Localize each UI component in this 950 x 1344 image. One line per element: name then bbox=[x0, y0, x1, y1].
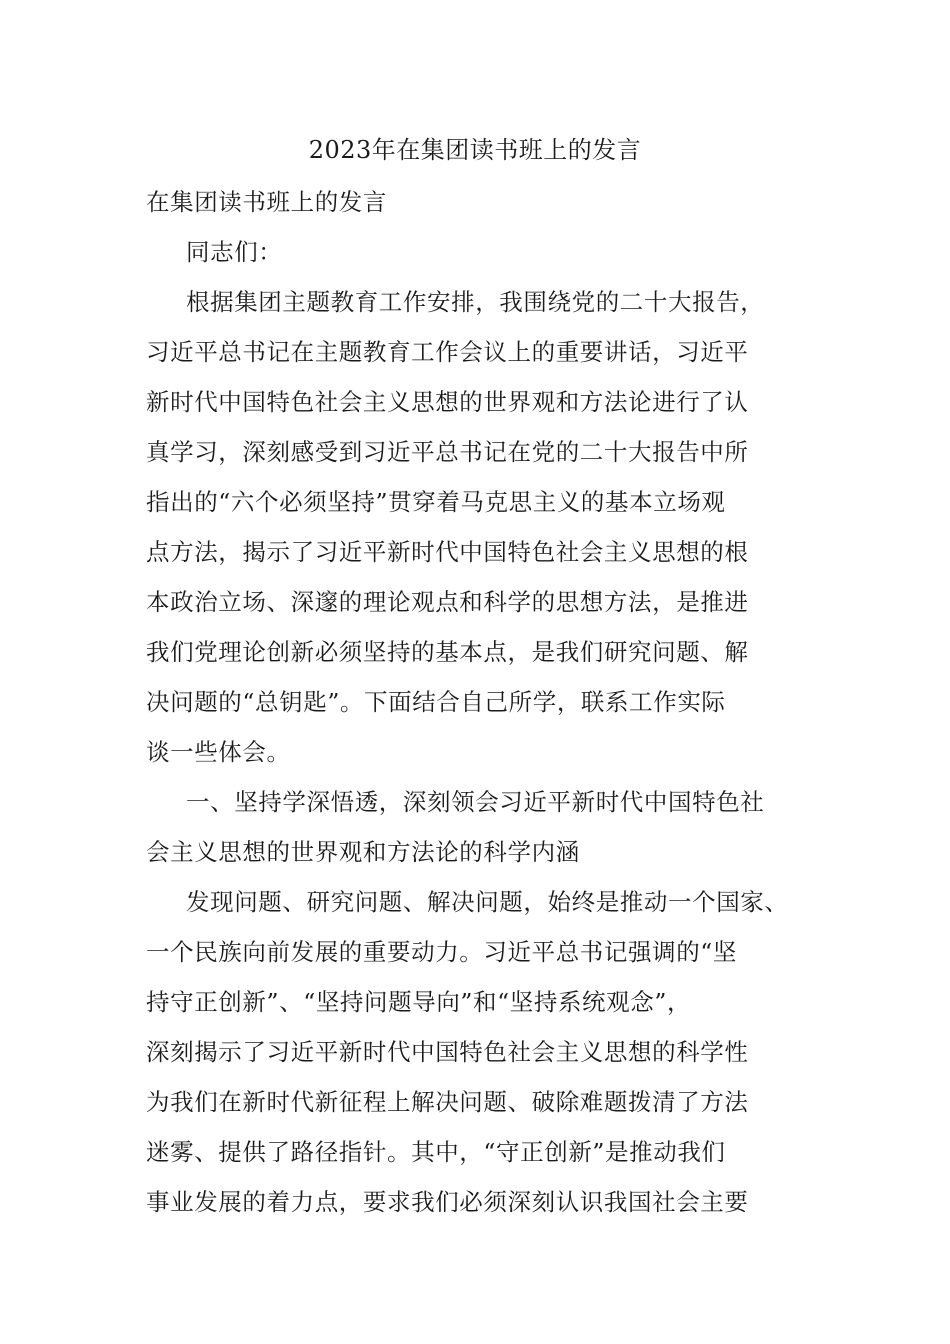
body-line: 为我们在新时代新征程上解决问题、破除难题拨清了方法 bbox=[146, 1088, 749, 1116]
subtitle-line: 在集团读书班上的发言 bbox=[146, 188, 387, 216]
body-line: 持守正创新”、“坚持问题导向”和“坚持系统观念”， bbox=[146, 988, 692, 1016]
document-title: 2023年在集团读书班上的发言 bbox=[308, 136, 642, 164]
body-line: 一个民族向前发展的重要动力。习近平总书记强调的“坚 bbox=[146, 938, 738, 966]
section-heading-line: 一、坚持学深悟透，深刻领会习近平新时代中国特色社 bbox=[186, 788, 765, 816]
body-line: 习近平总书记在主题教育工作会议上的重要讲话，习近平 bbox=[146, 338, 749, 366]
body-line: 新时代中国特色社会主义思想的世界观和方法论进行了认 bbox=[146, 388, 749, 416]
body-line: 点方法，揭示了习近平新时代中国特色社会主义思想的根 bbox=[146, 538, 749, 566]
body-line: 本政治立场、深邃的理论观点和科学的思想方法，是推进 bbox=[146, 588, 749, 616]
body-line: 发现问题、研究问题、解决问题，始终是推动一个国家、 bbox=[186, 888, 789, 916]
body-line: 深刻揭示了习近平新时代中国特色社会主义思想的科学性 bbox=[146, 1038, 749, 1066]
body-line: 事业发展的着力点，要求我们必须深刻认识我国社会主要 bbox=[146, 1188, 749, 1216]
salutation-line: 同志们： bbox=[186, 238, 283, 266]
body-line: 指出的“六个必须坚持”贯穿着马克思主义的基本立场观 bbox=[146, 488, 726, 516]
body-line: 谈一些体会。 bbox=[146, 738, 291, 766]
body-line: 决问题的“总钥匙”。下面结合自己所学，联系工作实际 bbox=[146, 688, 726, 716]
body-line: 迷雾、提供了路径指针。其中，“守正创新”是推动我们 bbox=[146, 1138, 726, 1166]
body-line: 根据集团主题教育工作安排，我围绕党的二十大报告， bbox=[186, 288, 765, 316]
body-line: 真学习，深刻感受到习近平总书记在党的二十大报告中所 bbox=[146, 438, 749, 466]
section-heading-line: 会主义思想的世界观和方法论的科学内涵 bbox=[146, 838, 580, 866]
body-line: 我们党理论创新必须坚持的基本点，是我们研究问题、解 bbox=[146, 638, 749, 666]
